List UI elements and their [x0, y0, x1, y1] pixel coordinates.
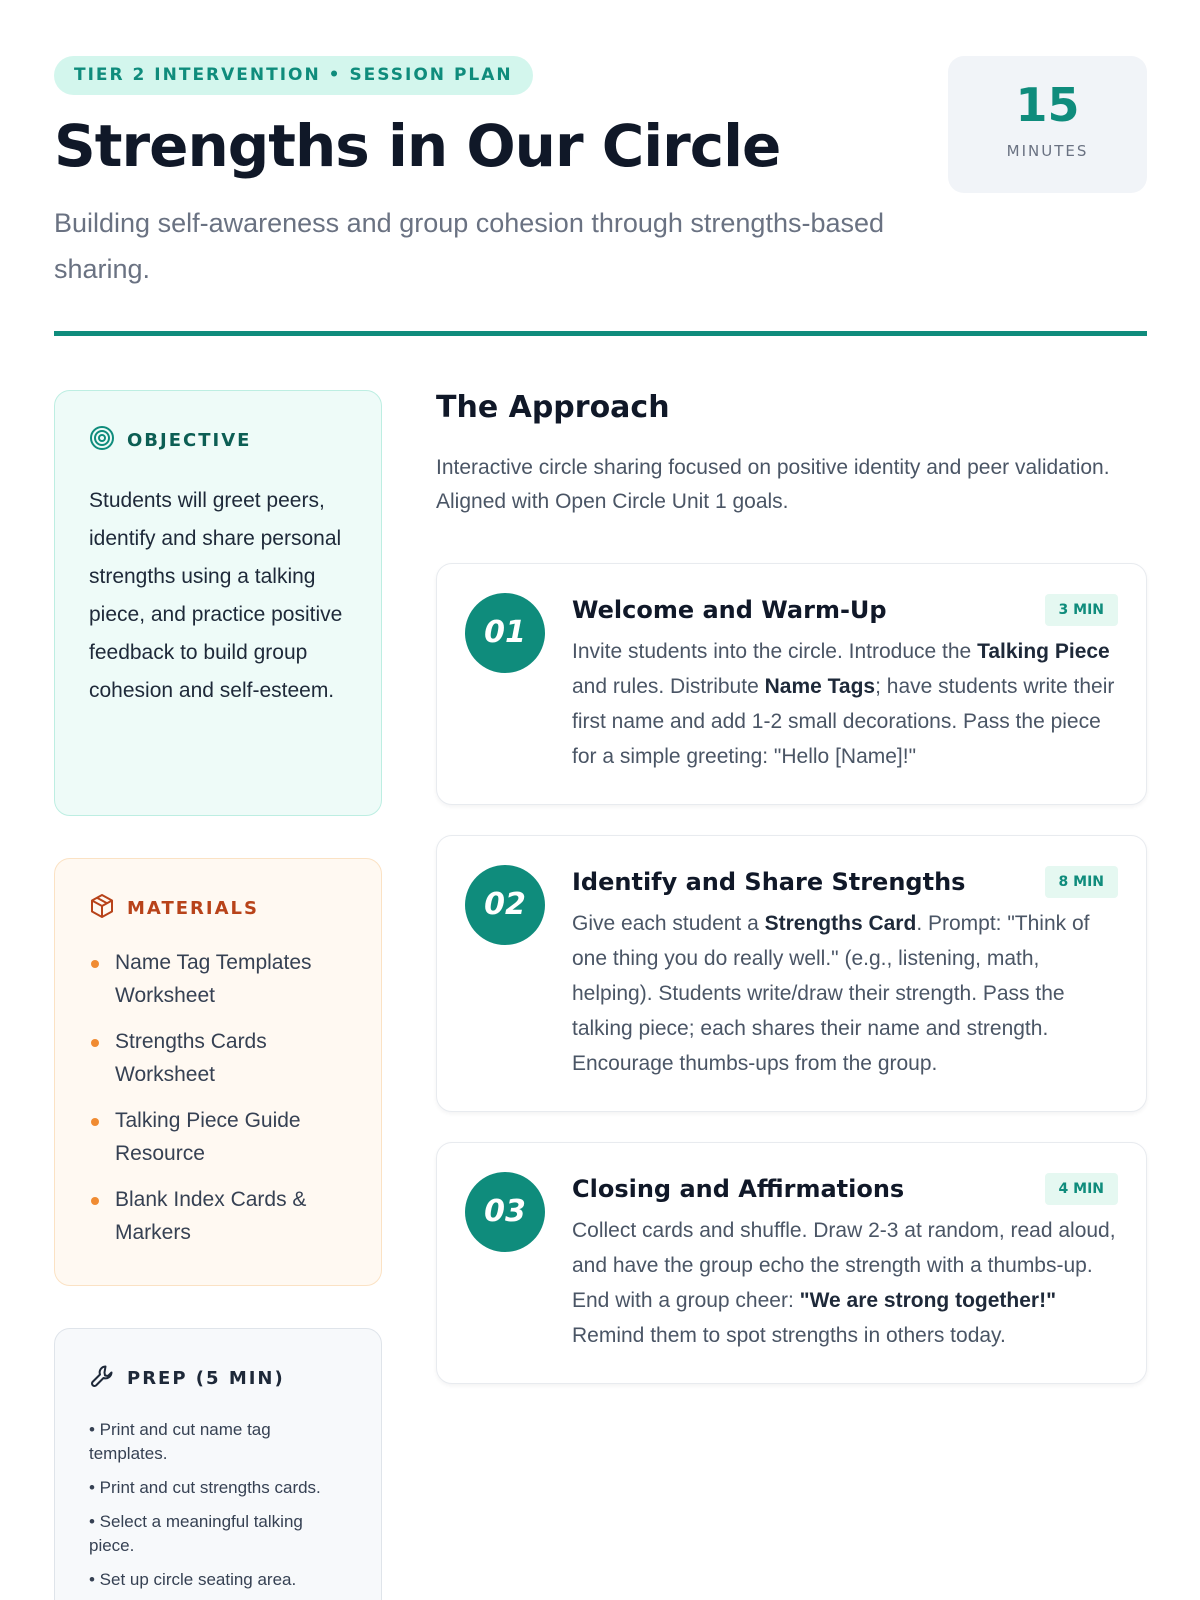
steps-list	[436, 563, 1147, 1384]
approach-description: Interactive circle sharing focused on positive identity and peer validation. Aligned with Open Circle Unit 1 goals.	[436, 456, 1110, 513]
step-body: Invite students into the circle. Introduce the Talking Piece and rules. Distribute Name Tags; have students write their first name and add 1-2 small decorations. Pass the piece for a simple greeting: "Hello [Name]!"	[572, 640, 1115, 768]
list-item: Name Tag Templates Worksheet	[89, 946, 347, 1012]
session-header	[54, 56, 1147, 336]
page-subtitle: Building self-awareness and group cohesion through strengths-based sharing.	[54, 208, 885, 284]
prep-card	[54, 1328, 382, 1600]
list-item: Talking Piece Guide Resource	[89, 1104, 347, 1170]
duration-unit: MINUTES	[1006, 142, 1089, 160]
materials-heading-label: MATERIALS	[127, 898, 259, 919]
step-body: Give each student a Strengths Card. Prompt: "Think of one thing you do really well." (e.g., listening, math, helping). Students write/draw their strength. Pass the talking piece; each shares their name and strength. Encourage thumbs-ups from the group.	[572, 912, 1090, 1075]
list-item: • Set up circle seating area.	[89, 1570, 297, 1589]
objective-heading-label: OBJECTIVE	[127, 430, 252, 451]
duration-box	[948, 56, 1147, 193]
step-body: Collect cards and shuffle. Draw 2-3 at random, read aloud, and have the group echo the strength with a thumbs-up. End with a group cheer: "We are strong together!" Remind them to spot strengths in others today.	[572, 1219, 1116, 1347]
step-time-badge: 8 MIN	[1045, 866, 1118, 898]
step-title: Welcome and Warm-Up	[572, 596, 887, 624]
prep-heading	[89, 1363, 347, 1394]
tier-tag: TIER 2 INTERVENTION • SESSION PLAN	[54, 56, 533, 95]
step-card	[436, 835, 1147, 1112]
header-divider	[54, 331, 1147, 336]
step-number: 01	[465, 593, 545, 673]
approach-section	[436, 390, 1147, 1384]
list-item: • Print and cut strengths cards.	[89, 1478, 321, 1497]
objective-text: Students will greet peers, identify and share personal strengths using a talking piece, and practice positive feedback to build group cohesion and self-esteem.	[89, 489, 343, 702]
sidebar	[54, 390, 382, 1600]
page-title: Strengths in Our Circle	[54, 112, 781, 180]
prep-heading-label: PREP (5 MIN)	[127, 1368, 285, 1389]
step-number: 02	[465, 865, 545, 945]
objective-heading	[89, 425, 347, 456]
step-number: 03	[465, 1172, 545, 1252]
prep-list	[89, 1418, 347, 1592]
cube-icon	[89, 893, 115, 924]
target-icon	[89, 425, 115, 456]
step-time-badge: 3 MIN	[1045, 594, 1118, 626]
list-item: Blank Index Cards & Markers	[89, 1183, 347, 1249]
list-item: Strengths Cards Worksheet	[89, 1025, 347, 1091]
list-item: • Select a meaningful talking piece.	[89, 1512, 303, 1555]
step-title: Identify and Share Strengths	[572, 868, 966, 896]
materials-heading	[89, 893, 347, 924]
duration-value: 15	[1015, 78, 1080, 132]
step-card	[436, 563, 1147, 805]
step-time-badge: 4 MIN	[1045, 1173, 1118, 1205]
objective-card	[54, 390, 382, 816]
materials-card	[54, 858, 382, 1286]
list-item: • Print and cut name tag templates.	[89, 1420, 271, 1463]
approach-title: The Approach	[436, 390, 670, 425]
step-card	[436, 1142, 1147, 1384]
materials-list	[89, 946, 347, 1249]
step-title: Closing and Affirmations	[572, 1175, 905, 1203]
wrench-icon	[89, 1363, 115, 1394]
